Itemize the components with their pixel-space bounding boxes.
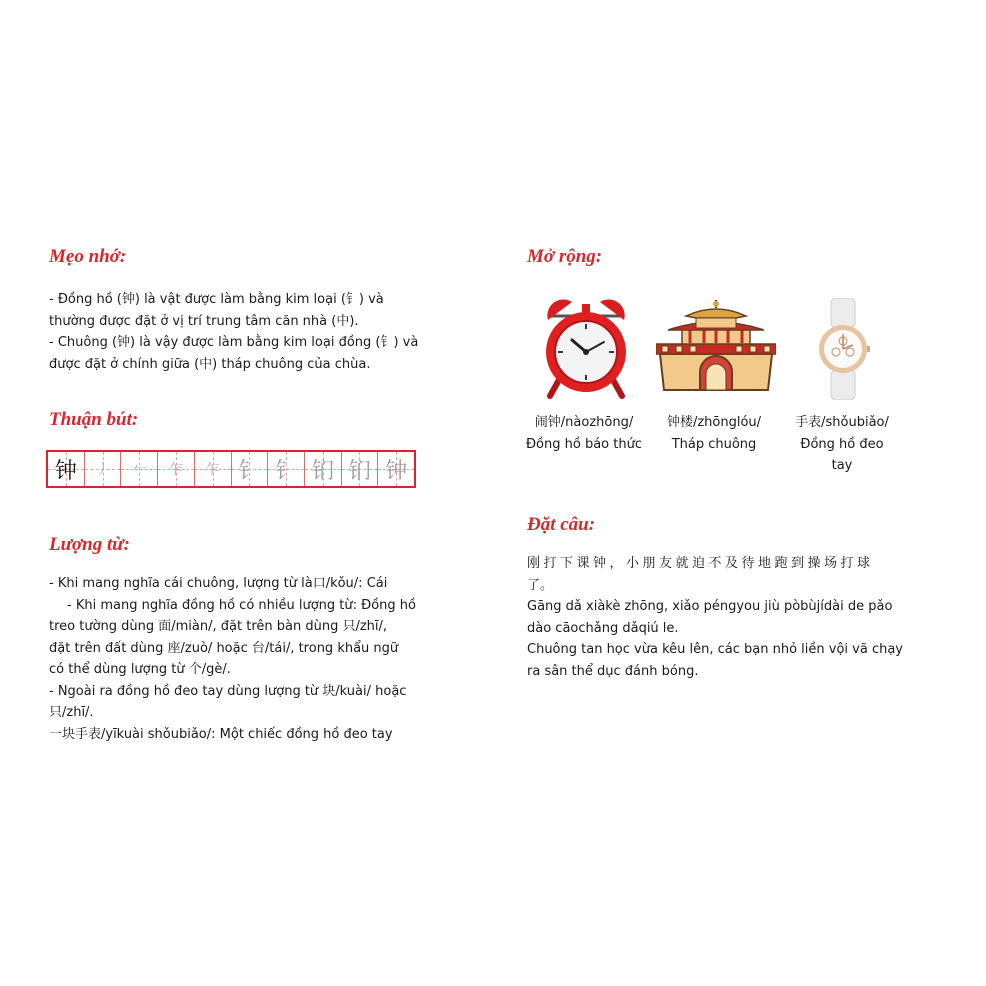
stroke-cell	[48, 452, 85, 486]
luong-tu-line: - Khi mang nghĩa cái chuông, lượng từ là口/kǒu/: Cái	[49, 576, 388, 591]
stroke-cell	[121, 452, 158, 486]
dat-cau-line: Chuông tan học vừa kêu lên, các bạn nhỏ liền vội vã chạy	[527, 642, 903, 657]
stroke-cell	[305, 452, 342, 486]
dat-cau-line: dào cāochǎng dǎqiú le.	[527, 620, 679, 636]
caption-alarm-clock	[518, 412, 650, 455]
stroke-char: 钅	[275, 458, 298, 484]
dat-cau-line: ra sân thể dục đánh bóng.	[527, 663, 699, 679]
stroke-char: 乍	[168, 462, 183, 478]
stroke-cell	[195, 452, 232, 486]
stroke-char: 𠂉	[132, 462, 147, 478]
caption-line: 钟楼/zhōnglóu/	[666, 415, 762, 430]
meo-nho-text	[49, 289, 429, 375]
stroke-char: 钔	[348, 458, 371, 484]
luong-tu-line: đặt trên đất dùng 座/zuò/ hoặc 台/tái/, trong khẩu ngữ	[49, 640, 399, 656]
caption-bell-tower	[656, 412, 772, 455]
wristwatch-icon	[815, 298, 871, 400]
dat-cau-line: Gāng dǎ xiàkè zhōng, xiǎo péngyou jiù pòbùjídài de pǎo	[527, 599, 893, 614]
stroke-cell	[378, 452, 414, 486]
stroke-cell	[85, 452, 122, 486]
luong-tu-text	[49, 573, 429, 745]
stroke-char: 钟	[385, 458, 408, 484]
luong-tu-line: 只/zhī/.	[49, 705, 94, 720]
dat-cau-line: 了。	[527, 577, 554, 593]
alarm-clock-icon	[538, 296, 634, 400]
section-title-meo-nho: Mẹo nhớ:	[49, 246, 127, 267]
bell-tower-icon	[656, 300, 776, 392]
caption-line: tay	[831, 458, 853, 473]
luong-tu-line: treo tường dùng 面/miàn/, đặt trên bàn dùng 只/zhī/,	[49, 619, 388, 634]
section-title-mo-rong: Mở rộng:	[527, 246, 603, 267]
stroke-order-grid	[46, 450, 416, 488]
luong-tu-line: - Khi mang nghĩa đồng hồ có nhiều lượng từ: Đồng hồ	[67, 597, 416, 613]
caption-wristwatch	[784, 412, 900, 477]
luong-tu-line: - Ngoài ra đồng hồ đeo tay dùng lượng từ 块/kuài/ hoặc	[49, 683, 407, 699]
meo-nho-line: thường được đặt ở vị trí trung tâm căn nhà (中).	[49, 313, 359, 329]
caption-line: 闹钟/nàozhōng/	[534, 415, 634, 430]
stroke-char: 乍	[205, 462, 220, 478]
stroke-char: 钔	[311, 458, 334, 484]
meo-nho-line: - Chuông (钟) là vậy được làm bằng kim loại đồng (钅) và	[49, 335, 419, 350]
stroke-cell	[232, 452, 269, 486]
dat-cau-text	[527, 553, 907, 682]
section-title-thuan-but: Thuận bút:	[49, 409, 139, 430]
section-title-luong-tu: Lượng từ:	[49, 534, 130, 555]
caption-line: Tháp chuông	[671, 436, 757, 452]
caption-line: Đồng hồ đeo	[800, 436, 884, 452]
caption-line: Đồng hồ báo thức	[525, 436, 642, 452]
stroke-cell	[158, 452, 195, 486]
stroke-cell	[342, 452, 379, 486]
meo-nho-line: được đặt ở chính giữa (中) tháp chuông của chùa.	[49, 356, 371, 372]
luong-tu-line: 一块手表/yīkuài shǒubiǎo/: Một chiếc đồng hồ đeo tay	[49, 726, 393, 742]
caption-line: 手表/shǒubiǎo/	[795, 415, 889, 430]
stroke-char: 钅	[238, 458, 261, 484]
luong-tu-line: có thể dùng lượng từ 个/gè/.	[49, 662, 231, 677]
stroke-char: 钟	[54, 458, 77, 484]
stroke-char: 丿	[95, 462, 110, 478]
stroke-cell	[268, 452, 305, 486]
dat-cau-line: 刚打下课钟，小朋友就迫不及待地跑到操场打球	[527, 556, 874, 571]
section-title-dat-cau: Đặt câu:	[527, 514, 596, 535]
meo-nho-line: - Đồng hồ (钟) là vật được làm bằng kim loại (钅) và	[49, 292, 384, 307]
